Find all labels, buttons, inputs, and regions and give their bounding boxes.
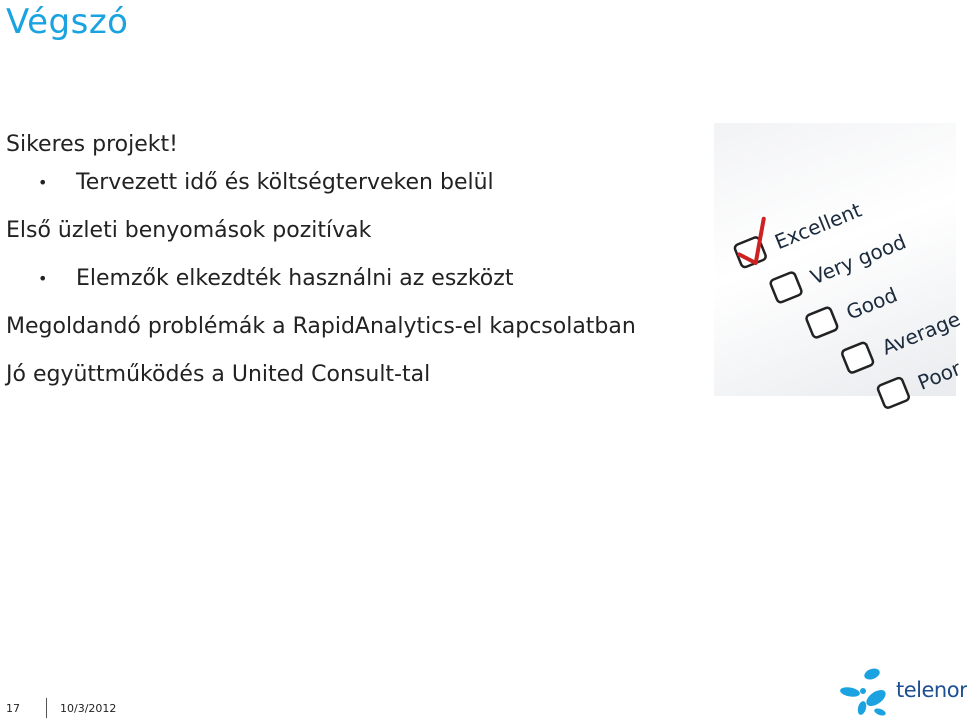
- slide-title: Végszó: [6, 2, 129, 42]
- rating-option-excellent: Excellent: [771, 197, 865, 255]
- bullet-item-1-text: Tervezett idő és költségterveken belül: [76, 170, 494, 195]
- telenor-logo: [836, 664, 967, 720]
- body-line-1: Sikeres projekt!: [6, 132, 178, 157]
- body-line-3: Megoldandó problémák a RapidAnalytics-el kapcsolatban: [6, 314, 636, 339]
- footer-date: 10/3/2012: [60, 702, 117, 715]
- rating-row-poor: [877, 355, 965, 410]
- rating-row-good: [805, 282, 900, 340]
- bullet-icon: •: [38, 269, 48, 288]
- bullet-item-1: [6, 159, 696, 207]
- bullet-item-2-text: Elemzők elkezdték használni az eszközt: [76, 266, 514, 291]
- checkbox-icon: [805, 307, 838, 339]
- checkbox-icon: [841, 342, 874, 374]
- telenor-logo-text: telenor: [896, 678, 967, 702]
- page-number: 17: [6, 702, 20, 715]
- checkbox-icon: [770, 271, 803, 303]
- slide-body: [6, 131, 696, 399]
- body-line-4: Jó együttműködés a United Consult-tal: [6, 362, 431, 387]
- rating-checklist-graphic: [714, 123, 965, 396]
- body-line-2: Első üzleti benyomások pozitívak: [6, 218, 372, 243]
- rating-option-poor: Poor: [914, 356, 965, 395]
- rating-option-good: Good: [842, 282, 901, 325]
- footer-divider: [46, 698, 47, 718]
- telenor-propeller-icon: [836, 664, 896, 720]
- slide-footer: [0, 695, 960, 723]
- checkbox-icon: [877, 377, 910, 409]
- rating-checklist-image: [714, 123, 965, 396]
- checkbox-icon: [734, 236, 767, 268]
- rating-option-average: Average: [878, 306, 964, 360]
- rating-option-very-good: Very good: [806, 229, 910, 290]
- bullet-icon: •: [38, 173, 48, 192]
- bullet-item-2: [6, 255, 696, 303]
